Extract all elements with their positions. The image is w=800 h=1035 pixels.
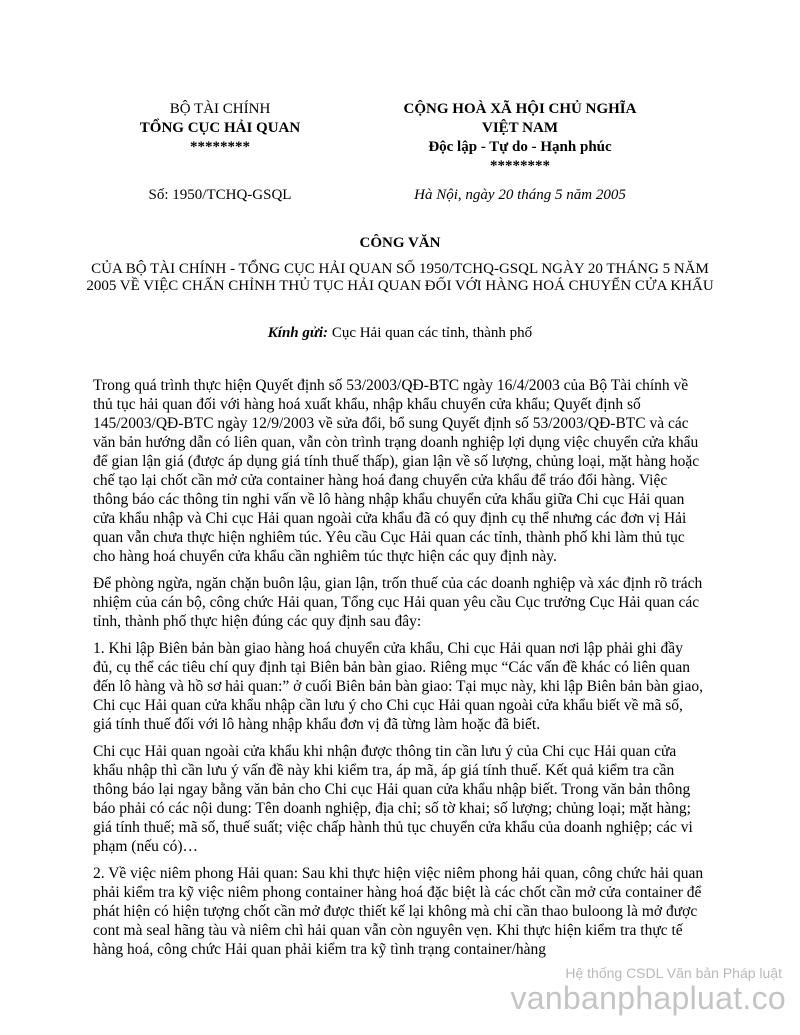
watermark-caption: Hệ thống CSDL Văn bản Pháp luật — [565, 965, 782, 981]
motto-stars: ******** — [490, 158, 550, 174]
paragraph: 1. Khi lập Biên bản bàn giao hàng hoá chuyển cửa khẩu, Chi cục Hải quan nơi lập phải ghi đầy đủ, cụ thể các tiêu chí quy định tại Biên bản bàn giao. Riêng mục “Các vấn đề khác có liên quan đến lô hàng và hồ sơ hải quan:” ở cuối Biên bản bàn giao: Tại mục này, khi lập Biên bản bàn giao, Chi cục Hải quan cửa khẩu nhập cần lưu ý cho Chi cục Hải quan ngoài cửa khẩu biết về mã số, giá tính thuế đối với lô hàng nhập khẩu đơn vị đã từng làm hoặc đã biết. — [93, 640, 703, 733]
place-date: Hà Nội, ngày 20 tháng 5 năm 2005 — [414, 187, 626, 203]
issuer-stars: ******** — [190, 139, 250, 155]
department-name: TỔNG CỤC HẢI QUAN — [139, 120, 301, 136]
national-title-block — [355, 100, 685, 176]
paragraph: Trong quá trình thực hiện Quyết định số 53/2003/QĐ-BTC ngày 16/4/2003 của Bộ Tài chính về thủ tục hải quan đối với hàng hoá xuất khẩu, nhập khẩu chuyển cửa khẩu; Quyết định số 145/2003/QĐ-BTC ngày 12/9/2003 về sửa đổi, bổ sung Quyết định số 53/2003/QĐ-BTC và các văn bản hướng dẫn có liên quan, vẫn còn trình trạng doanh nghiệp lợi dụng việc chuyển cửa khẩu để gian lận giá (được áp dụng giá tính thuế thấp), gian lận về số lượng, chủng loại, mặt hàng hoặc chế tạo lại chốt cần mở cửa container hàng hoá đang chuyển cửa khẩu để tráo đổi hàng. Việc thông báo các thông tin nghi vấn về lô hàng nhập khẩu chuyển cửa khẩu giữa Chi cục Hải quan cửa khẩu nhập và Chi cục Hải quan ngoài cửa khẩu đã có quy định cụ thể nhưng các đơn vị Hải quan vẫn chưa thực hiện nghiêm túc. Yêu cầu Cục Hải quan các tỉnh, thành phố khi làm thủ tục cho hàng hoá chuyển cửa khẩu cần nghiêm túc thực hiện các quy định này. — [93, 377, 700, 565]
recipient-label: Kính gửi: — [267, 325, 329, 341]
recipient-line — [0, 325, 800, 342]
recipient-value: Cục Hải quan các tỉnh, thành phố — [328, 325, 533, 341]
ministry-name: BỘ TÀI CHÍNH — [169, 101, 271, 117]
country-name-line1: CỘNG HOÀ XÃ HỘI CHỦ NGHĨA — [403, 101, 637, 117]
document-body — [93, 376, 705, 967]
paragraph: Để phòng ngừa, ngăn chặn buôn lậu, gian lận, trốn thuế của các doanh nghiệp và xác định rõ trách nhiệm của cán bộ, công chức Hải quan, Tổng cục Hải quan yêu cầu Cục trưởng Cục Hải quan các tỉnh, thành phố thực hiện đúng các quy định sau đây: — [93, 575, 703, 630]
national-motto: Độc lập - Tự do - Hạnh phúc — [428, 139, 612, 155]
watermark-site: vanbanphapluat.co — [510, 980, 786, 1016]
document-number: Số: 1950/TCHQ-GSQL — [148, 187, 292, 203]
document-title: CÔNG VĂN — [359, 235, 441, 251]
document-header — [0, 100, 800, 180]
document-subtitle: CỦA BỘ TÀI CHÍNH - TỔNG CỤC HẢI QUAN SỐ 1950/TCHQ-GSQL NGÀY 20 THÁNG 5 NĂM 2005 VỀ VIỆC CHẤN CHỈNH THỦ TỤC HẢI QUAN ĐỐI VỚI HÀNG HOÁ CHUYỂN CỬA KHẨU — [86, 261, 714, 294]
issuer-block — [110, 100, 330, 157]
country-name-line2: VIỆT NAM — [482, 120, 558, 136]
paragraph: Chi cục Hải quan ngoài cửa khẩu khi nhận được thông tin cần lưu ý của Chi cục Hải quan cửa khẩu nhập thì cần lưu ý vấn đề này khi kiểm tra, áp mã, áp giá tính thuế. Kết quả kiểm tra cần thông báo lại ngay bằng văn bản cho Chi cục Hải quan cửa khẩu nhập biết. Trong văn bản thông báo phải có các nội dung: Tên doanh nghiệp, địa chỉ; số tờ khai; số lượng; chủng loại; mặt hàng; giá tính thuế; mã số, thuế suất; việc chấp hành thủ tục chuyển cửa khẩu của doanh nghiệp; các vi phạm (nếu có)… — [93, 743, 693, 855]
paragraph: 2. Về việc niêm phong Hải quan: Sau khi thực hiện việc niêm phong hải quan, công chức hải quan phải kiểm tra kỹ việc niêm phong container hàng hoá đặc biệt là các chốt cần mở cửa container để phát hiện có hiện tượng chốt cần mở được thiết kế lại không mà chỉ cần thao buloong là mở được cont mà seal hãng tàu và niêm chì hải quan vẫn còn nguyên vẹn. Khi thực hiện kiểm tra thực tế hàng hoá, công chức Hải quan phải kiểm tra kỹ tình trạng container/hàng — [93, 865, 704, 958]
